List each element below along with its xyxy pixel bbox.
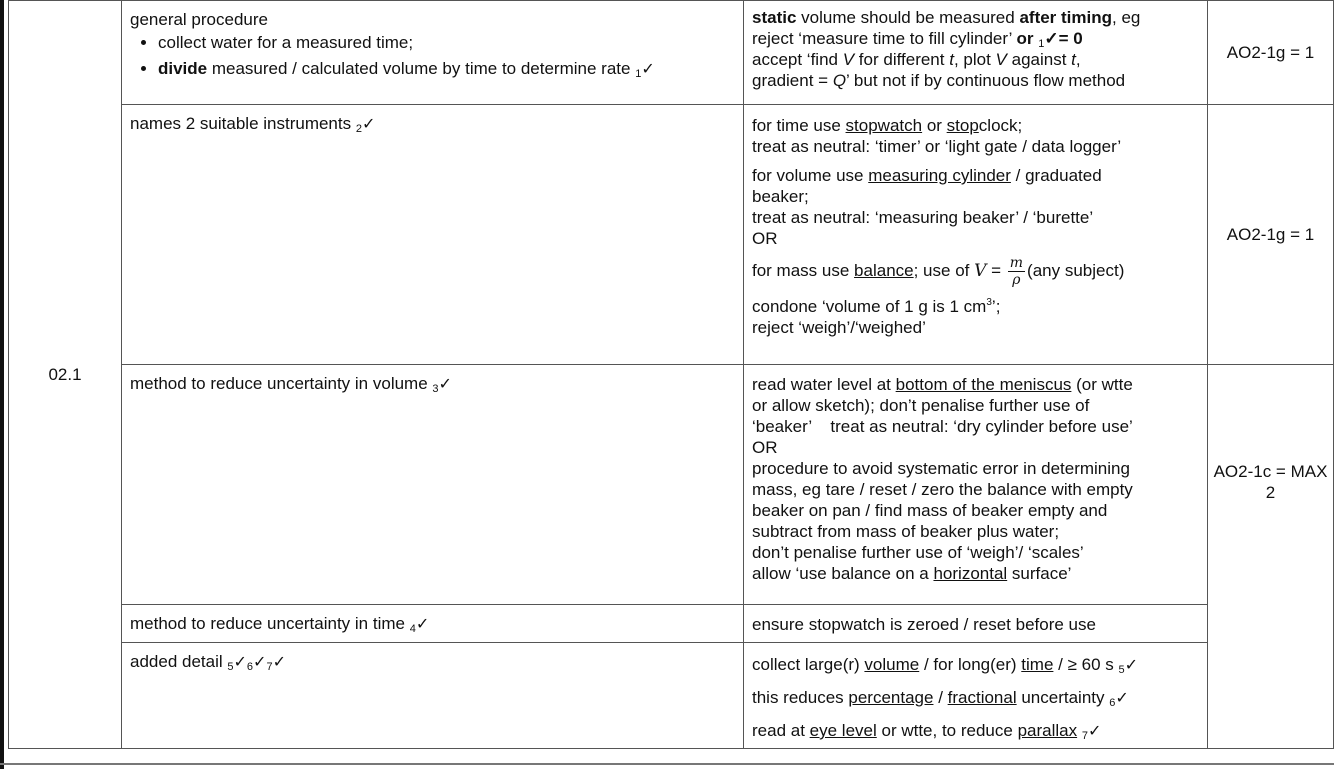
guidance-cell xyxy=(744,643,1208,749)
guidance-line: ‘beaker’ treat as neutral: ‘dry cylinder before use’ xyxy=(752,417,1133,436)
mark-index: 6 xyxy=(246,661,254,673)
question-number-cell xyxy=(9,1,122,749)
guidance-cell xyxy=(744,605,1208,643)
guidance-line: treat as neutral: ‘measuring beaker’ / ‘burette’ xyxy=(752,208,1094,227)
guidance-line: read at eye level or wtte, to reduce parallax $_7$✓ xyxy=(752,721,1102,742)
ao-label: AO2-1g = 1 xyxy=(1226,225,1315,244)
guidance-line: subtract from mass of beaker plus water; xyxy=(752,522,1060,541)
guidance-line: reject ‘measure time to fill cylinder’ or $_1$✓= 0 xyxy=(752,29,1083,50)
answer-cell xyxy=(122,365,744,605)
mark-index: 4 xyxy=(409,623,416,635)
guidance-line: gradient = Q’ but not if by continuous flow method xyxy=(752,71,1126,90)
list-item: • divide measured / calculated volume by time to determine rate $_1$✓ xyxy=(158,58,735,80)
tick-icon: ✓ xyxy=(438,376,452,393)
guidance-line: read water level at bottom of the meniscus (or wtte xyxy=(752,375,1133,394)
guidance-line: for volume use measuring cylinder / graduated xyxy=(752,166,1102,185)
mark-index: 7 xyxy=(266,661,273,673)
guidance-line: beaker; xyxy=(752,187,809,206)
guidance-cell xyxy=(744,105,1208,365)
tick-icon: ✓ xyxy=(361,116,376,133)
answer-title: general procedure xyxy=(130,10,268,29)
guidance-line: condone ‘volume of 1 g is 1 $cm^3$’; xyxy=(752,297,1001,316)
fraction: $\frac{m}{\rho}$ xyxy=(1009,255,1024,288)
guidance-line: treat as neutral: ‘timer’ or ‘light gate / data logger’ xyxy=(752,137,1122,156)
table-row xyxy=(9,1,1334,105)
ao-cell xyxy=(1208,105,1334,365)
tick-icon: ✓ xyxy=(233,654,247,671)
bottom-rule xyxy=(0,763,1334,765)
guidance-line: ensure stopwatch is zeroed / reset before use xyxy=(752,615,1096,634)
guidance-line: accept ‘find V for different t, plot V against t, xyxy=(752,50,1081,69)
guidance-line: this reduces percentage / fractional uncertainty $_6$✓ xyxy=(752,688,1129,709)
answer-title: names 2 suitable instruments xyxy=(130,114,352,133)
guidance-line: OR xyxy=(752,438,778,457)
question-number: 02.1 xyxy=(48,365,82,384)
answer-title: method to reduce uncertainty in volume xyxy=(130,374,428,393)
left-edge-bar xyxy=(0,0,4,769)
mark-index: 1 xyxy=(635,68,642,80)
tick-icon: ✓ xyxy=(641,61,655,78)
list-item: • collect water for a measured time; xyxy=(158,32,735,53)
guidance-line: procedure to avoid systematic error in determining xyxy=(752,459,1130,478)
table-row xyxy=(9,365,1334,605)
guidance-line: for mass use balance; use of V = $\frac{m}{\rho}$ (any subject) xyxy=(752,255,1125,288)
mark-scheme-table xyxy=(8,0,1334,749)
guidance-line: static volume should be measured after timing, eg xyxy=(752,8,1141,27)
bullet-list xyxy=(130,32,735,80)
tick-icon: ✓ xyxy=(272,654,286,671)
tick-icon: ✓ xyxy=(415,616,430,633)
ao-label: AO2-1c = MAX 2 xyxy=(1213,461,1328,502)
table-row xyxy=(9,643,1334,749)
answer-cell xyxy=(122,605,744,643)
tick-icon: ✓ xyxy=(1087,723,1102,740)
table-row xyxy=(9,105,1334,365)
answer-title: added detail xyxy=(130,652,223,671)
answer-cell xyxy=(122,1,744,105)
mark-index: 3 xyxy=(432,383,439,395)
guidance-cell xyxy=(744,365,1208,605)
guidance-line: allow ‘use balance on a horizontal surface’ xyxy=(752,564,1072,583)
tick-icon: ✓ xyxy=(1124,657,1139,674)
answer-title: method to reduce uncertainty in time xyxy=(130,614,405,633)
mark-index: 2 xyxy=(355,123,362,135)
answer-cell xyxy=(122,643,744,749)
guidance-line: collect large(r) volume / for long(er) time / ≥ 60 s $_5$✓ xyxy=(752,655,1139,676)
guidance-cell xyxy=(744,1,1208,105)
answer-cell xyxy=(122,105,744,365)
ao-cell xyxy=(1208,1,1334,105)
guidance-line: reject ‘weigh’/‘weighed’ xyxy=(752,318,926,337)
tick-icon: ✓ xyxy=(253,654,267,671)
guidance-line: don’t penalise further use of ‘weigh’/ ‘scales’ xyxy=(752,543,1084,562)
table-row xyxy=(9,605,1334,643)
mark-index: 5 xyxy=(227,661,234,673)
guidance-line: for time use stopwatch or stopclock; xyxy=(752,116,1023,135)
guidance-line: beaker on pan / find mass of beaker empty and xyxy=(752,501,1108,520)
tick-icon: ✓ xyxy=(1115,690,1129,707)
guidance-line: or allow sketch); don’t penalise further use of xyxy=(752,396,1090,415)
guidance-line: mass, eg tare / reset / zero the balance with empty xyxy=(752,480,1133,499)
ao-label: AO2-1g = 1 xyxy=(1226,43,1315,62)
ao-cell xyxy=(1208,365,1334,749)
guidance-line: OR xyxy=(752,229,778,248)
